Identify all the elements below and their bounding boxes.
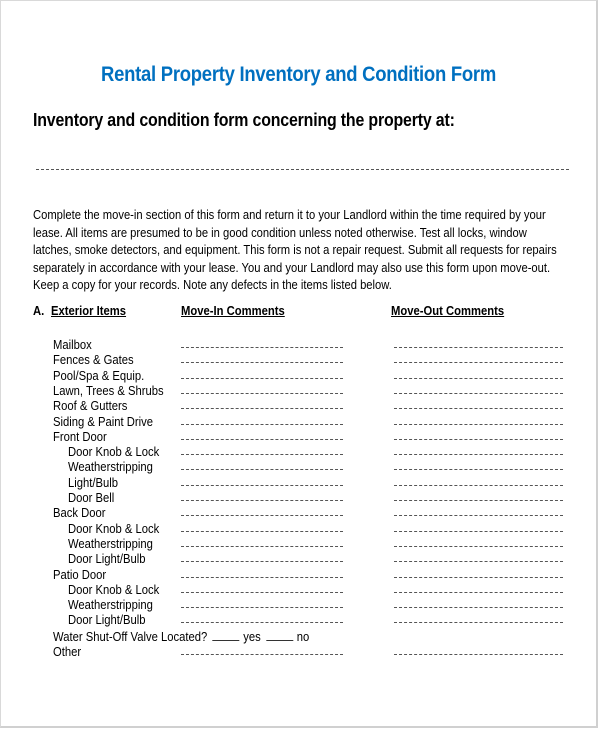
yes-blank[interactable] — [213, 629, 240, 641]
table-row — [1, 491, 600, 506]
item-label: Door Light/Bulb — [68, 552, 146, 567]
move-in-comment-field[interactable] — [181, 531, 343, 532]
water-valve-row — [1, 629, 600, 644]
move-in-comment-field[interactable] — [181, 347, 343, 348]
table-row — [1, 583, 600, 598]
section-number: A. — [33, 304, 45, 318]
table-row — [1, 369, 600, 384]
move-out-comment-field[interactable] — [394, 546, 563, 547]
move-in-comment-field[interactable] — [181, 607, 343, 608]
table-row — [1, 399, 600, 414]
table-row — [1, 476, 600, 491]
table-row — [1, 430, 600, 445]
move-in-comment-field[interactable] — [181, 592, 343, 593]
section-heading — [33, 304, 126, 318]
move-in-comment-field[interactable] — [181, 454, 343, 455]
instructions-paragraph: Complete the move-in section of this form and return it to your Landlord within the time required by your lease. All items are presumed to be in good condition unless noted otherwise. Test all locks, window latches, smoke detectors, and equipment. This form is not a repair request. Submit all requests for repairs separately in accordance with your lease. You and your Landlord may also use this form upon move-out. Keep a copy for your records. Note any defects in the items listed below. — [33, 208, 557, 293]
move-out-comment-field[interactable] — [394, 439, 563, 440]
move-in-comment-field[interactable] — [181, 561, 343, 562]
move-in-comment-field[interactable] — [181, 408, 343, 409]
move-in-comment-field[interactable] — [181, 515, 343, 516]
item-label: Fences & Gates — [53, 353, 134, 368]
table-row — [1, 537, 600, 552]
item-label: Roof & Gutters — [53, 399, 128, 414]
table-row — [1, 613, 600, 628]
table-row — [1, 598, 600, 613]
item-label: Siding & Paint Drive — [53, 414, 154, 429]
move-in-comment-field[interactable] — [181, 469, 343, 470]
item-label: Front Door — [53, 429, 107, 444]
move-out-comment-field[interactable] — [394, 515, 563, 516]
item-label: Door Light/Bulb — [68, 613, 146, 628]
item-label: Lawn, Trees & Shrubs — [53, 383, 164, 398]
move-out-column-header: Move-Out Comments — [391, 304, 505, 318]
move-out-comment-field[interactable] — [394, 561, 563, 562]
table-row — [1, 568, 600, 583]
move-out-comment-field[interactable] — [394, 485, 563, 486]
table-row — [1, 415, 600, 430]
move-out-comment-field[interactable] — [394, 424, 563, 425]
move-in-column-header: Move-In Comments — [181, 304, 285, 318]
table-row — [1, 506, 600, 521]
move-out-comment-field[interactable] — [394, 393, 563, 394]
other-row — [1, 645, 600, 660]
item-label: Mailbox — [53, 338, 92, 352]
item-label: Door Bell — [68, 491, 115, 505]
item-label: Weatherstripping — [68, 460, 153, 475]
move-out-comment-field[interactable] — [394, 500, 563, 501]
property-address-field[interactable] — [36, 169, 569, 170]
form-title: Rental Property Inventory and Condition Form — [101, 63, 496, 86]
move-out-comment-field[interactable] — [394, 531, 563, 532]
table-row — [1, 384, 600, 399]
no-blank[interactable] — [266, 629, 293, 641]
move-in-comment-field[interactable] — [181, 622, 343, 623]
move-in-comment-field[interactable] — [181, 546, 343, 547]
table-row — [1, 522, 600, 537]
move-out-comment-field[interactable] — [394, 622, 563, 623]
move-in-comment-field[interactable] — [181, 424, 343, 425]
move-in-comment-field[interactable] — [181, 439, 343, 440]
yes-label: yes — [243, 629, 261, 644]
table-row — [1, 552, 600, 567]
move-in-comment-field[interactable] — [181, 485, 343, 486]
item-label: Patio Door — [53, 567, 107, 582]
table-row — [1, 338, 600, 353]
move-out-comment-field[interactable] — [394, 454, 563, 455]
item-label: Light/Bulb — [68, 475, 119, 490]
item-label: Other — [53, 645, 82, 659]
move-out-comment-field[interactable] — [394, 469, 563, 470]
item-label: Door Knob & Lock — [68, 521, 160, 536]
table-row — [1, 445, 600, 460]
item-label: Weatherstripping — [68, 536, 153, 551]
item-label: Door Knob & Lock — [68, 445, 160, 460]
property-heading: Inventory and condition form concerning the property at: — [33, 109, 455, 130]
move-out-comment-field[interactable] — [394, 607, 563, 608]
move-out-comment-field[interactable] — [394, 654, 563, 655]
move-out-comment-field[interactable] — [394, 577, 563, 578]
item-label: Door Knob & Lock — [68, 582, 160, 597]
move-in-comment-field[interactable] — [181, 500, 343, 501]
move-in-comment-field[interactable] — [181, 654, 343, 655]
move-out-comment-field[interactable] — [394, 347, 563, 348]
water-valve-question: Water Shut-Off Valve Located? yes no — [53, 629, 310, 644]
move-in-comment-field[interactable] — [181, 362, 343, 363]
move-in-comment-field[interactable] — [181, 393, 343, 394]
item-label: Back Door — [53, 506, 106, 521]
move-out-comment-field[interactable] — [394, 362, 563, 363]
item-label: Weatherstripping — [68, 598, 153, 613]
table-row — [1, 460, 600, 475]
section-title: Exterior Items — [51, 304, 127, 318]
move-out-comment-field[interactable] — [394, 592, 563, 593]
table-row — [1, 353, 600, 368]
move-in-comment-field[interactable] — [181, 378, 343, 379]
no-label: no — [296, 629, 310, 644]
item-label: Pool/Spa & Equip. — [53, 368, 145, 383]
move-out-comment-field[interactable] — [394, 408, 563, 409]
move-in-comment-field[interactable] — [181, 577, 343, 578]
move-out-comment-field[interactable] — [394, 378, 563, 379]
